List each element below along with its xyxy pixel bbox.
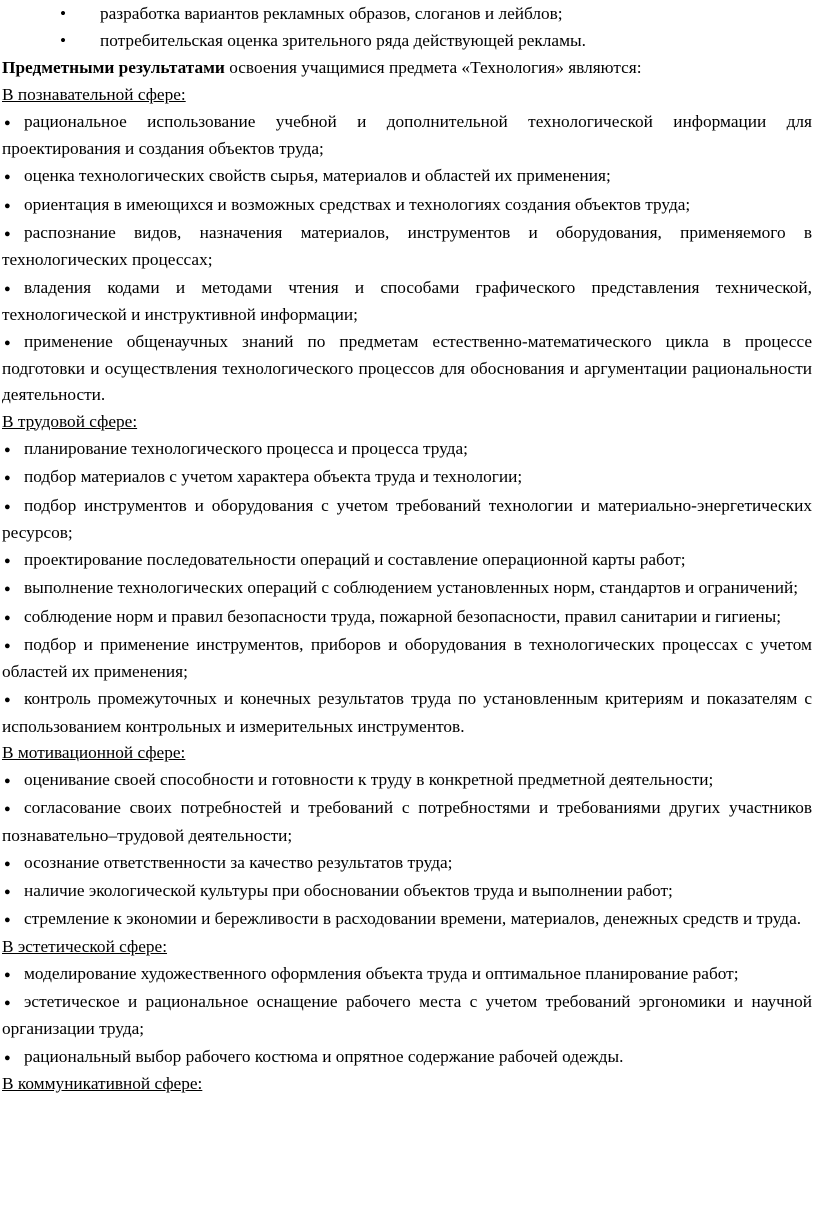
list-item-text: подбор материалов с учетом характера объекта труда и технологии; xyxy=(24,467,523,487)
bullet-icon: ● xyxy=(4,639,11,652)
list-item-text: применение общенаучных знаний по предметам естественно-математического цикла в процессе подготовки и осуществления технологического процессов для обоснования и аргументации рациональности деятельности. xyxy=(2,332,812,405)
list-item xyxy=(2,604,812,631)
lead-rest-text: освоения учащимися предмета «Технология» являются: xyxy=(224,58,642,78)
intro-list xyxy=(2,1,812,54)
list-item xyxy=(2,1044,812,1071)
list-item xyxy=(2,329,812,409)
list-item-text: моделирование художественного оформления объекта труда и оптимальное планирование работ; xyxy=(24,963,739,983)
bullet-icon: ● xyxy=(4,997,11,1010)
list-item-text: планирование технологического процесса и процесса труда; xyxy=(24,438,468,458)
list-item-text: наличие экологической культуры при обосновании объектов труда и выполнении работ; xyxy=(24,881,673,901)
bullet-icon: ● xyxy=(4,282,11,295)
list-item xyxy=(2,464,812,491)
bullet-icon: ● xyxy=(4,228,11,240)
sections-container xyxy=(2,82,812,1098)
list-item xyxy=(2,163,812,190)
list-item xyxy=(2,220,812,273)
list-item xyxy=(2,961,812,988)
bullet-icon: ● xyxy=(4,803,11,816)
section-heading: В мотивационной сфере: xyxy=(2,742,186,762)
list-item-text: подбор и применение инструментов, приборов и оборудования в технологических процессах с учетом областей их применения; xyxy=(2,634,812,682)
section-heading: В трудовой сфере: xyxy=(2,411,138,431)
list-item-text: ориентация в имеющихся и возможных средствах и технологиях создания объектов труда; xyxy=(24,194,691,214)
list-item-text: оценивание своей способности и готовности к труду в конкретной предметной деятельности; xyxy=(24,770,714,790)
list-item xyxy=(2,575,812,602)
bullet-icon: ● xyxy=(4,199,11,212)
list-item-text: рациональный выбор рабочего костюма и опрятное содержание рабочей одежды. xyxy=(24,1046,624,1066)
list-item xyxy=(2,275,812,328)
section-heading: В эстетической сфере: xyxy=(2,936,168,956)
bullet-icon: ● xyxy=(4,443,11,456)
lead-paragraph xyxy=(2,55,812,81)
list-item-text: выполнение технологических операций с соблюдением установленных норм, стандартов и ограничений; xyxy=(24,578,799,598)
list-item-text: рациональное использование учебной и дополнительной технологической информации для проектирования и создания объектов труда; xyxy=(2,111,812,159)
list-item-text: проектирование последовательности операций и составление операционной карты работ; xyxy=(24,550,686,569)
bullet-icon: ● xyxy=(4,583,11,596)
bullet-icon: ● xyxy=(4,116,11,129)
intro-list-item xyxy=(2,28,812,54)
bullet-icon: • xyxy=(60,31,67,51)
list-item xyxy=(2,493,812,546)
list-item-text: стремление к экономии и бережливости в расходовании времени, материалов, денежных средств и труда. xyxy=(24,909,802,929)
bullet-icon: ● xyxy=(4,472,11,485)
section-list xyxy=(2,767,812,934)
list-item xyxy=(2,632,812,685)
section-heading: В познавательной сфере: xyxy=(2,84,186,104)
list-item xyxy=(2,436,812,463)
intro-item-text: потребительская оценка зрительного ряда действующей рекламы. xyxy=(100,31,586,51)
list-item xyxy=(2,192,812,219)
bullet-icon: ● xyxy=(4,337,11,349)
bullet-icon: ● xyxy=(4,1051,11,1064)
section-list xyxy=(2,436,812,740)
bullet-icon: • xyxy=(60,4,67,23)
list-item-text: контроль промежуточных и конечных результатов труда по установленным критериям и показателям с использованием контрольных и измерительных инструментов. xyxy=(2,689,812,736)
bullet-icon: ● xyxy=(4,968,11,981)
bullet-icon: ● xyxy=(4,914,11,927)
list-item xyxy=(2,686,812,739)
list-item-text: осознание ответственности за качество результатов труда; xyxy=(24,852,453,872)
list-item-text: эстетическое и рациональное оснащение рабочего места с учетом требований эргономики и научной организации труда; xyxy=(2,992,812,1039)
bullet-icon: ● xyxy=(4,611,11,624)
list-item-text: распознание видов, назначения материалов, инструментов и оборудования, применяемого в технологических процессах; xyxy=(2,223,812,270)
list-item-text: подбор инструментов и оборудования с учетом требований технологии и материально-энергетических ресурсов; xyxy=(2,495,812,542)
list-item-text: согласование своих потребностей и требований с потребностями и требованиями других участников познавательно–трудовой деятельности; xyxy=(2,798,812,845)
list-item xyxy=(2,767,812,794)
list-item xyxy=(2,109,812,162)
list-item xyxy=(2,989,812,1042)
lead-bold-text: Предметными результатами xyxy=(2,58,225,78)
section-heading: В коммуникативной сфере: xyxy=(2,1073,203,1093)
list-item-text: соблюдение норм и правил безопасности труда, пожарной безопасности, правил санитарии и гигиены; xyxy=(24,606,782,626)
bullet-icon: ● xyxy=(4,694,11,707)
list-item xyxy=(2,850,812,877)
list-item xyxy=(2,795,812,848)
list-item-text: оценка технологических свойств сырья, материалов и областей их применения; xyxy=(24,166,611,186)
bullet-icon: ● xyxy=(4,555,11,567)
list-item-text: владения кодами и методами чтения и способами графического представления технической, технологической и инструктивной информации; xyxy=(2,277,812,324)
bullet-icon: ● xyxy=(4,857,11,870)
document-page xyxy=(0,1,816,1215)
bullet-icon: ● xyxy=(4,886,11,899)
list-item xyxy=(2,906,812,933)
bullet-icon: ● xyxy=(4,171,11,184)
list-item xyxy=(2,878,812,905)
intro-item-text: разработка вариантов рекламных образов, слоганов и лейблов; xyxy=(100,4,563,23)
bullet-icon: ● xyxy=(4,500,11,513)
list-item xyxy=(2,547,812,574)
section-list xyxy=(2,109,812,409)
section-list xyxy=(2,961,812,1071)
intro-list-item xyxy=(2,1,812,27)
bullet-icon: ● xyxy=(4,775,11,788)
